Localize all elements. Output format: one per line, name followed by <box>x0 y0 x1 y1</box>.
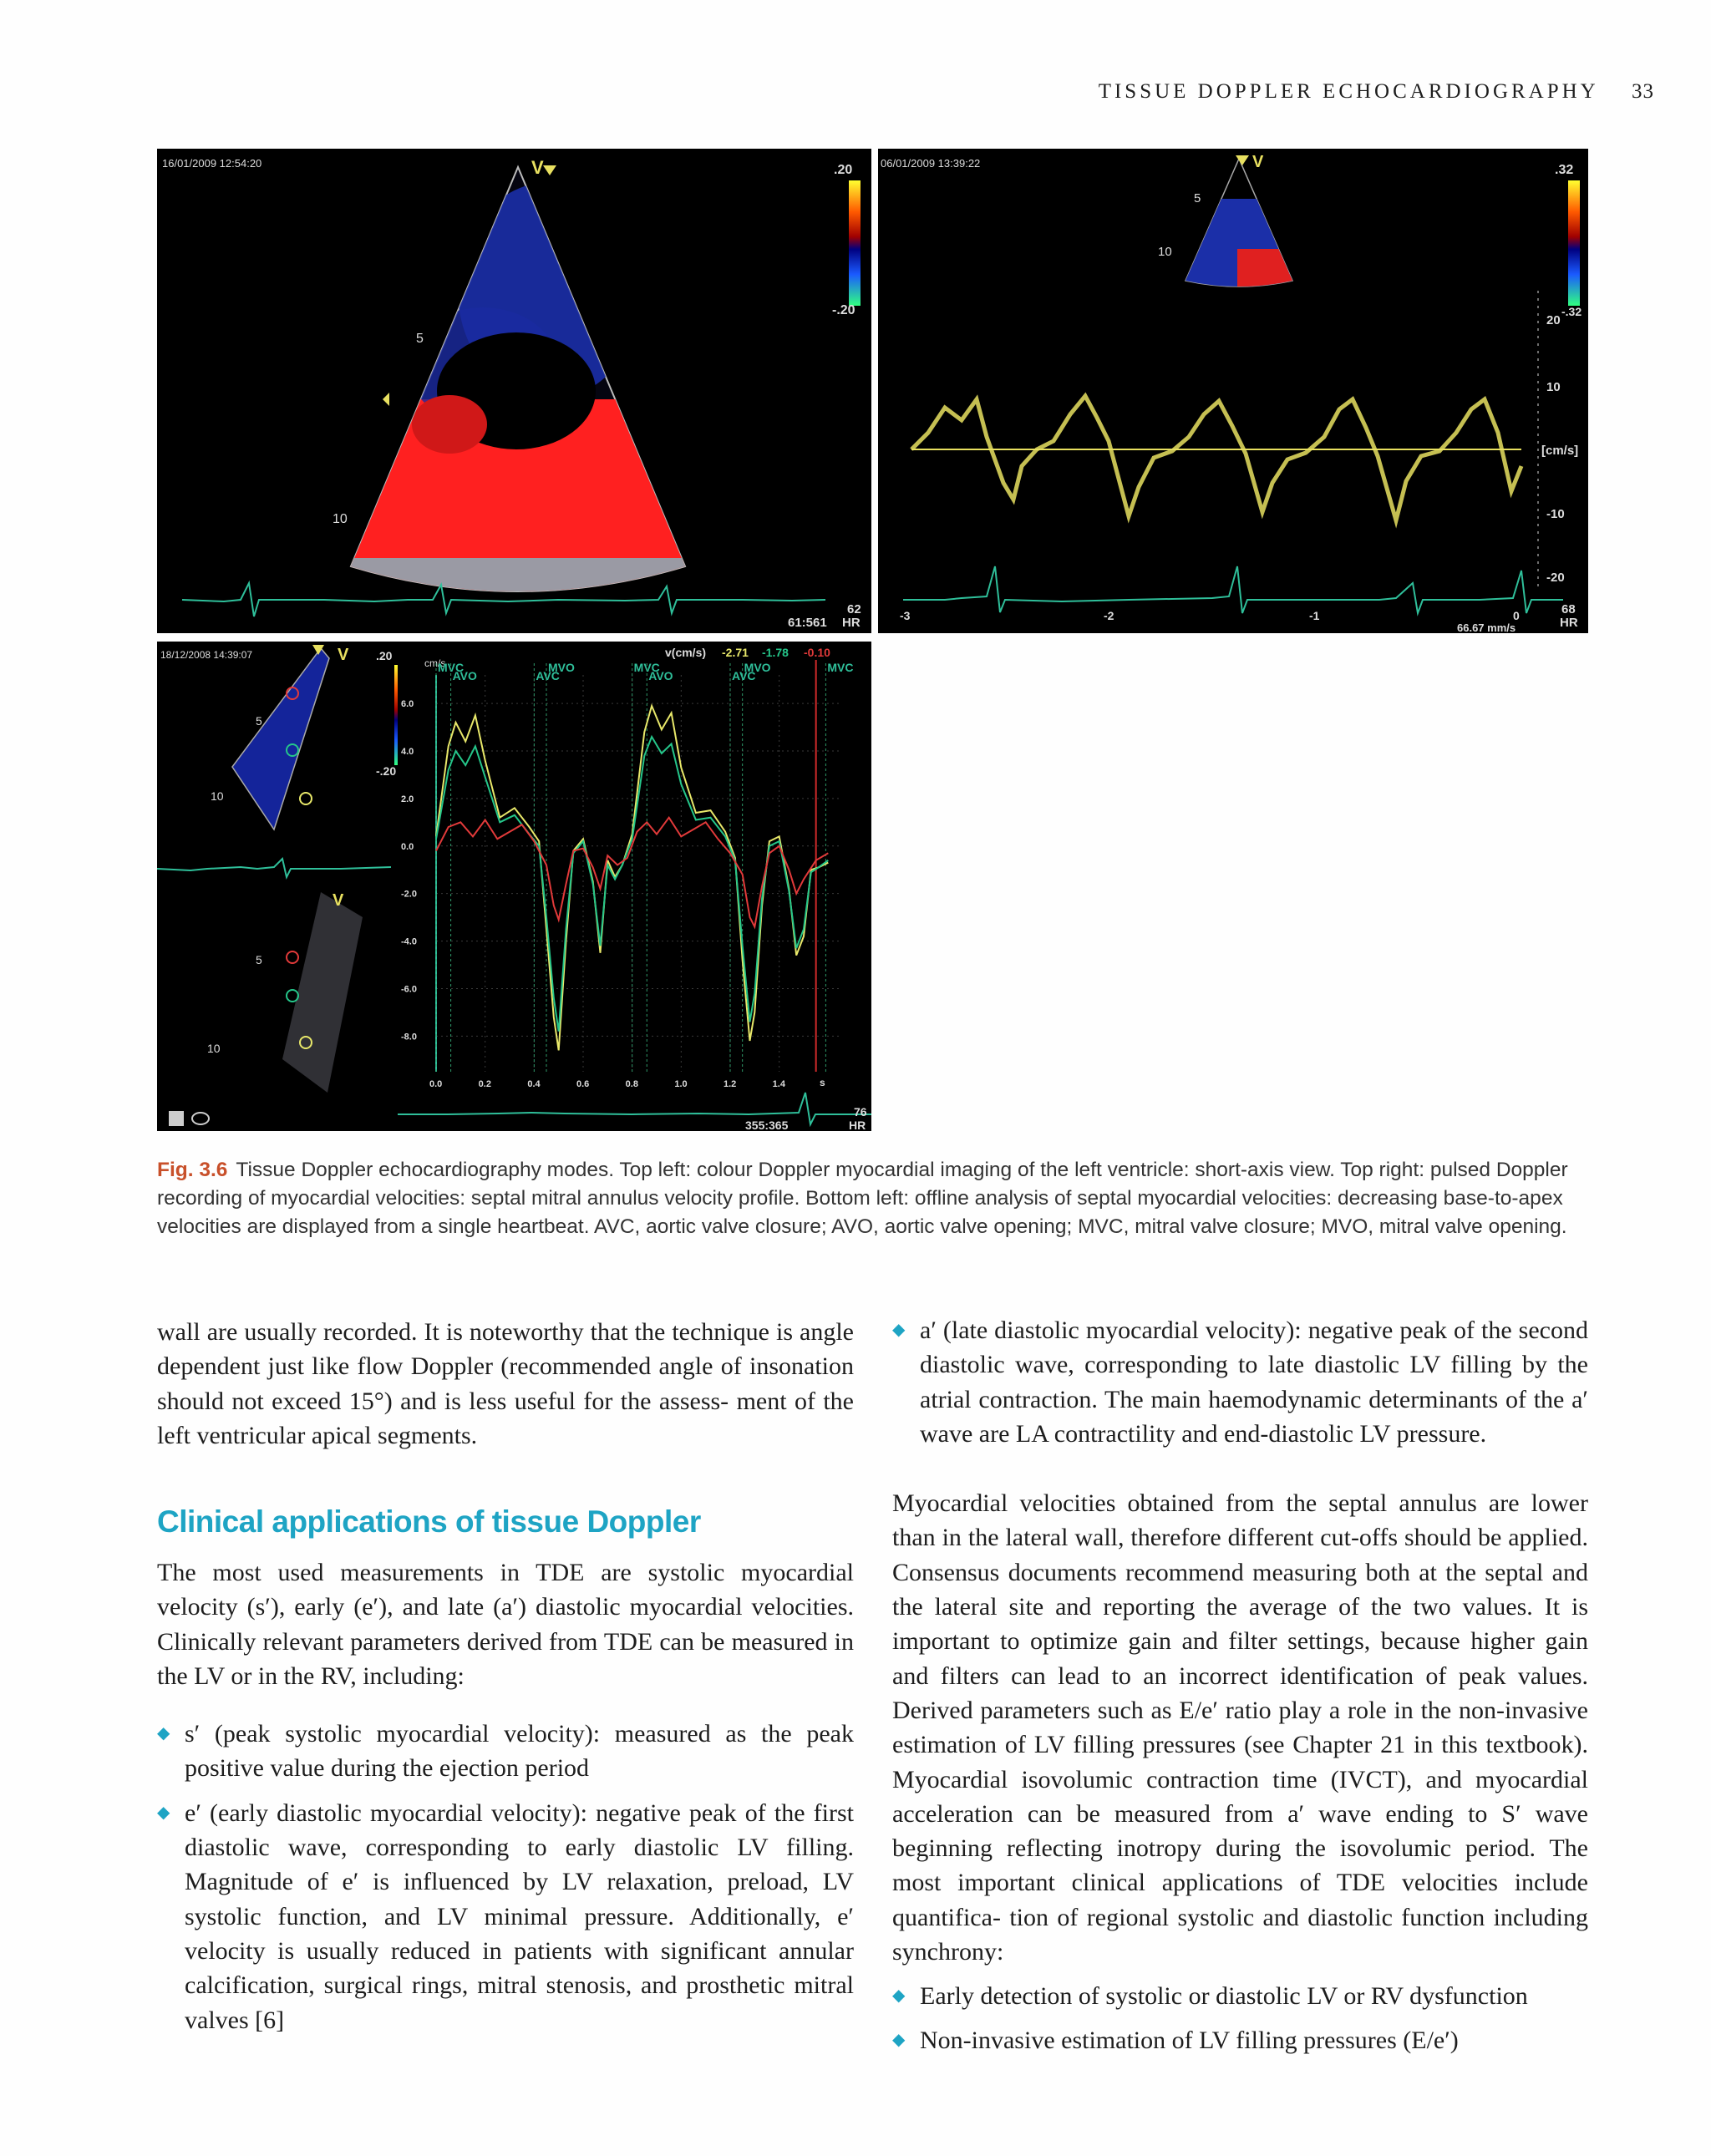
diamond-bullet-icon: ◆ <box>157 1803 170 1822</box>
bullet-item: ◆ Non-invasive estimation of LV filling pressures (E/e′) <box>892 2023 1588 2057</box>
scale-top: .32 <box>1555 163 1574 177</box>
panel-colour-doppler <box>157 149 871 633</box>
x-tick-label: 1.2 <box>723 1079 737 1089</box>
diamond-bullet-icon: ◆ <box>157 1724 170 1743</box>
event-label: MVC <box>827 661 854 674</box>
x-tick-label: 1.4 <box>772 1079 785 1089</box>
v-marker: V <box>531 157 544 178</box>
hr-label: HR <box>842 616 861 630</box>
page-number: 33 <box>1632 80 1654 103</box>
event-label: MVC <box>438 661 465 674</box>
velocity-trace <box>911 396 1521 520</box>
y-tick-label: -8.0 <box>401 1032 417 1042</box>
scale-top: .20 <box>376 649 393 662</box>
x-tick-label: 0.0 <box>429 1079 443 1089</box>
x-tick-label: 0.2 <box>478 1079 491 1089</box>
depth-label: 5 <box>1194 191 1201 205</box>
ecg-trace <box>903 566 1563 613</box>
time-tick: -3 <box>900 609 911 622</box>
panel-velocity-curves <box>398 642 871 1131</box>
v-marker: V <box>1252 153 1264 171</box>
y-tick-label: -6.0 <box>401 984 417 995</box>
depth-label: 5 <box>256 953 262 966</box>
panel-pulsed-doppler <box>878 149 1588 633</box>
velocity-unit: [cm/s] <box>1541 444 1579 458</box>
timestamp: 16/01/2009 12:54:20 <box>162 157 262 170</box>
y-tick-label: -4.0 <box>401 936 417 947</box>
sweep-speed: 66.67 mm/s <box>1457 621 1516 633</box>
velocity-tick: 20 <box>1546 313 1561 327</box>
hr-value: 68 <box>1561 602 1576 616</box>
velocity-tick: 10 <box>1546 380 1561 394</box>
time-tick: 0 <box>1513 609 1520 622</box>
y-tick-label: -2.0 <box>401 889 417 900</box>
event-label: MVO <box>744 661 771 674</box>
diamond-bullet-icon: ◆ <box>892 2030 906 2049</box>
x-tick-label: 1.0 <box>674 1079 688 1089</box>
y-tick-label: 2.0 <box>401 794 414 804</box>
ecg-trace <box>157 859 391 877</box>
offline-sectors-image <box>157 642 398 1131</box>
event-label: AVC <box>536 669 560 682</box>
right-column <box>892 1313 1588 2057</box>
y-axis-label: cm/s <box>424 657 446 669</box>
scale-top: .20 <box>834 163 853 177</box>
time-tick: -2 <box>1104 609 1114 622</box>
bullet-item: ◆ e′ (early diastolic myocardial velocity): negative peak of the first diastolic wave, corresponding to early diastolic LV filling. Magnitude of e′ is influenced by LV relaxation, preload, LV systolic function, and LV minimal pressure. Additionally, e′ velocity is usually reduced in patients with significant annular calcification, surgical rings, mitral stenosis, and prosthetic mitral valves [6] <box>157 1796 854 2037</box>
velocity-axis <box>1538 291 1578 591</box>
running-title: TISSUE DOPPLER ECHOCARDIOGRAPHY <box>1098 80 1599 103</box>
readout-green: -1.78 <box>762 646 789 659</box>
velocity-series-line <box>436 706 828 1050</box>
pen-icon <box>169 1111 184 1126</box>
color-scale-bar <box>1568 180 1580 306</box>
depth-label: 10 <box>211 789 224 803</box>
frame-info: 355:365 <box>745 1119 789 1131</box>
caption-text: Tissue Doppler echocardiography modes. Top left: colour Doppler myocardial imaging of the left ventricle: short-axis view. Top right: pulsed Doppler recording of myocardial velocities: septal mitral annulus velocity profile. Bottom left: offline analysis of septal myocardial velocities: decreasing base-to-apex velocities are displayed from a single heartbeat. AVC, aortic valve closure; AVO, aortic valve opening; MVC, mitral valve closure; MVO, mitral valve opening. <box>157 1159 1568 1238</box>
velocity-tick: -10 <box>1546 507 1565 521</box>
timestamp: 06/01/2009 13:39:22 <box>881 157 981 170</box>
y-tick-label: 4.0 <box>401 747 414 758</box>
y-tick-label: 0.0 <box>401 841 414 852</box>
hr-value: 76 <box>854 1105 867 1119</box>
diamond-bullet-icon: ◆ <box>892 1321 906 1339</box>
running-header <box>1099 80 1654 104</box>
hr-value: 62 <box>847 602 861 616</box>
left-column-body <box>157 1555 854 2037</box>
readout-red: -0.10 <box>804 646 830 659</box>
body-paragraph: Myocardial velocities obtained from the septal annulus are lower than in the lateral wall, therefore different cut-offs should be applied. Consensus documents recommend measuring both at the septal and the lateral site and reporting the average of the two values. It is important to optimize gain and filter settings, because higher gain and filters can lead to an incorrect identification of peak values. Derived parameters such as E/e′ ratio play a role in the non-invasive estimation of LV filling pressures (see Chapter 21 in this textbook). Myocardial isovolumic contraction time (IVCT), and myocardial acceleration can be measured from a′ wave ending to S′ wave beginning reflecting inotropy during the isovolumic period. The most important clinical applications of TDE velocities include quantifica- tion of regional systolic and diastolic function including synchrony: <box>892 1489 1588 1966</box>
v-marker: V <box>338 646 349 664</box>
v-marker: V <box>333 891 344 910</box>
velocity-chart <box>398 642 871 1131</box>
pulsed-doppler-image <box>878 149 1588 633</box>
hr-label: HR <box>849 1119 866 1131</box>
timestamp: 18/12/2008 14:39:07 <box>160 649 253 661</box>
depth-label: 10 <box>1158 245 1172 259</box>
left-column <box>157 1315 854 1453</box>
figure-caption <box>157 1156 1569 1241</box>
ecg-trace <box>398 1093 871 1124</box>
sample-marker-green <box>287 990 298 1002</box>
y-tick-label: 6.0 <box>401 699 414 710</box>
depth-label: 10 <box>207 1042 221 1055</box>
event-label: MVO <box>548 661 575 674</box>
chart-title: v(cm/s) <box>665 646 707 659</box>
velocity-tick: -20 <box>1546 571 1565 585</box>
event-label: AVO <box>452 669 477 682</box>
event-label: AVO <box>648 669 673 682</box>
body-paragraph: The most used measurements in TDE are systolic myocardial velocity (s′), early (e′), and late (a′) diastolic myocardial velocities. Clinically relevant parameters derived from TDE can be measured in the LV or in the RV, including: <box>157 1559 854 1690</box>
frame-info: 61:561 <box>788 616 827 630</box>
section-heading: Clinical applications of tissue Doppler <box>157 1504 701 1539</box>
event-label: MVC <box>633 661 660 674</box>
x-tick-label: 0.8 <box>625 1079 638 1089</box>
event-label: AVC <box>732 669 756 682</box>
hr-label: HR <box>1560 616 1578 630</box>
scale-bottom: -.20 <box>376 764 397 778</box>
ellipse-tool-icon <box>192 1113 209 1124</box>
x-tick-label: 0.4 <box>527 1079 541 1089</box>
bullet-item: ◆ Early detection of systolic or diastolic LV or RV dysfunction <box>892 1979 1588 2013</box>
bullet-item: ◆ a′ (late diastolic myocardial velocity): negative peak of the second diastolic wave, corresponding to late diastolic LV filling by the atrial contraction. The main haemodynamic determinants of the a′ wave are LA contractility and end-diastolic LV pressure. <box>892 1313 1588 1451</box>
depth-label: 5 <box>256 714 262 728</box>
intro-paragraph: wall are usually recorded. It is noteworthy that the technique is angle dependent just like flow Doppler (recommended angle of insonation should not exceed 15°) and is less useful for the assess- ment of the left ventricular apical segments. <box>157 1318 854 1449</box>
scale-bottom: -.32 <box>1561 305 1582 318</box>
readout-yellow: -2.71 <box>722 646 749 659</box>
x-axis-label: s <box>820 1077 825 1088</box>
x-tick-label: 0.6 <box>576 1079 590 1089</box>
yellow-triangle-icon <box>543 165 556 175</box>
colour-doppler-image <box>157 149 871 633</box>
color-scale-bar <box>849 180 861 306</box>
sample-marker-red <box>287 951 298 963</box>
scale-bottom: -.20 <box>832 303 856 317</box>
time-tick: -1 <box>1309 609 1320 622</box>
sample-marker-yellow <box>300 793 312 804</box>
figure-label: Fig. 3.6 <box>157 1159 228 1181</box>
yellow-triangle-icon <box>383 393 389 406</box>
depth-label: 10 <box>333 512 348 526</box>
diamond-bullet-icon: ◆ <box>892 1986 906 2006</box>
depth-label: 5 <box>416 332 424 346</box>
panel-offline-sectors <box>157 642 398 1131</box>
bullet-item: ◆ s′ (peak systolic myocardial velocity): measured as the peak positive value during the ejection period <box>157 1717 854 1786</box>
